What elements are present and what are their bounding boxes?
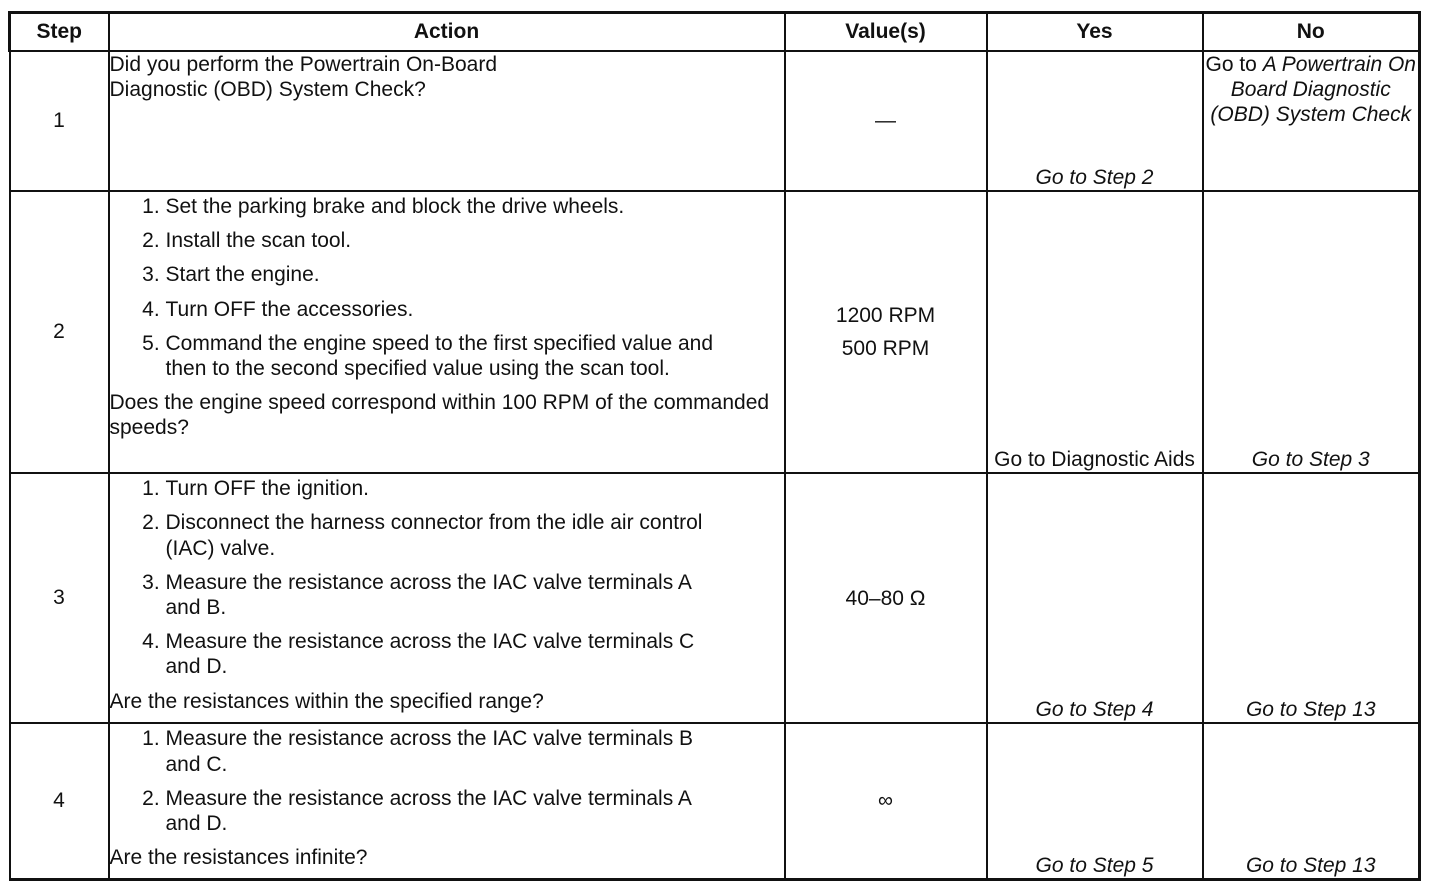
list-item: 5. Command the engine speed to the first specified value and then to the second specified value using the scan tool. bbox=[166, 331, 736, 381]
header-values: Value(s) bbox=[785, 13, 987, 52]
step-number: 4 bbox=[10, 723, 109, 879]
list-item: 3. Start the engine. bbox=[166, 262, 784, 287]
no-link[interactable]: A Powertrain On Board Diagnostic (OBD) System Check bbox=[1210, 53, 1416, 127]
header-step: Step bbox=[10, 13, 109, 52]
value-cell bbox=[785, 473, 987, 723]
yes-link[interactable]: Go to Step 5 bbox=[987, 723, 1203, 879]
header-row bbox=[10, 13, 1420, 52]
header-action: Action bbox=[109, 13, 785, 52]
action-list bbox=[110, 726, 726, 836]
action-list bbox=[110, 194, 784, 381]
question-text: Are the resistances within the specified range? bbox=[109, 689, 544, 713]
question-text: Did you perform the Powertrain On-Board Diagnostic (OBD) System Check? bbox=[109, 53, 498, 102]
table-row-step-3 bbox=[10, 473, 1420, 723]
yes-link[interactable]: Go to Step 2 bbox=[987, 51, 1203, 191]
yes-link[interactable]: Go to Diagnostic Aids bbox=[987, 191, 1203, 473]
value-text: 500 RPM bbox=[841, 337, 930, 361]
no-cell[interactable] bbox=[1203, 51, 1420, 191]
header-no: No bbox=[1203, 13, 1420, 52]
list-item: 1. Set the parking brake and block the drive wheels. bbox=[166, 194, 784, 219]
list-item: 2. Disconnect the harness connector from the idle air control (IAC) valve. bbox=[166, 510, 726, 560]
action-cell bbox=[109, 723, 785, 879]
step-number: 2 bbox=[10, 191, 109, 473]
value-text: 1200 RPM bbox=[835, 303, 936, 327]
no-link[interactable]: Go to Step 13 bbox=[1203, 723, 1420, 879]
yes-link[interactable]: Go to Step 4 bbox=[987, 473, 1203, 723]
value-cell bbox=[785, 51, 987, 191]
step-number: 3 bbox=[10, 473, 109, 723]
list-item: 1. Measure the resistance across the IAC valve terminals B and C. bbox=[166, 726, 726, 776]
action-cell bbox=[109, 51, 785, 191]
no-link[interactable]: Go to Step 13 bbox=[1203, 473, 1420, 723]
table-row-step-2 bbox=[10, 191, 1420, 473]
list-item: 2. Install the scan tool. bbox=[166, 228, 784, 253]
action-cell bbox=[109, 473, 785, 723]
value-text: ∞ bbox=[878, 789, 893, 813]
value-text: — bbox=[875, 109, 896, 133]
list-item: 4. Turn OFF the accessories. bbox=[166, 297, 784, 322]
question-text: Does the engine speed correspond within 100 RPM of the commanded speeds? bbox=[109, 391, 770, 440]
no-link[interactable]: Go to Step 3 bbox=[1203, 191, 1420, 473]
diagnostic-table bbox=[8, 11, 1421, 881]
header-yes: Yes bbox=[987, 13, 1203, 52]
action-list bbox=[110, 476, 726, 679]
table-row-step-4 bbox=[10, 723, 1420, 879]
list-item: 3. Measure the resistance across the IAC valve terminals A and B. bbox=[166, 570, 726, 620]
list-item: 1. Turn OFF the ignition. bbox=[166, 476, 726, 501]
no-prefix: Go to bbox=[1205, 53, 1263, 76]
value-cell bbox=[785, 191, 987, 473]
list-item: 4. Measure the resistance across the IAC valve terminals C and D. bbox=[166, 629, 726, 679]
value-cell bbox=[785, 723, 987, 879]
value-text: 40–80 Ω bbox=[845, 586, 926, 610]
action-cell bbox=[109, 191, 785, 473]
table-row-step-1 bbox=[10, 51, 1420, 191]
step-number: 1 bbox=[10, 51, 109, 191]
question-text: Are the resistances infinite? bbox=[109, 846, 368, 870]
list-item: 2. Measure the resistance across the IAC valve terminals A and D. bbox=[166, 786, 726, 836]
